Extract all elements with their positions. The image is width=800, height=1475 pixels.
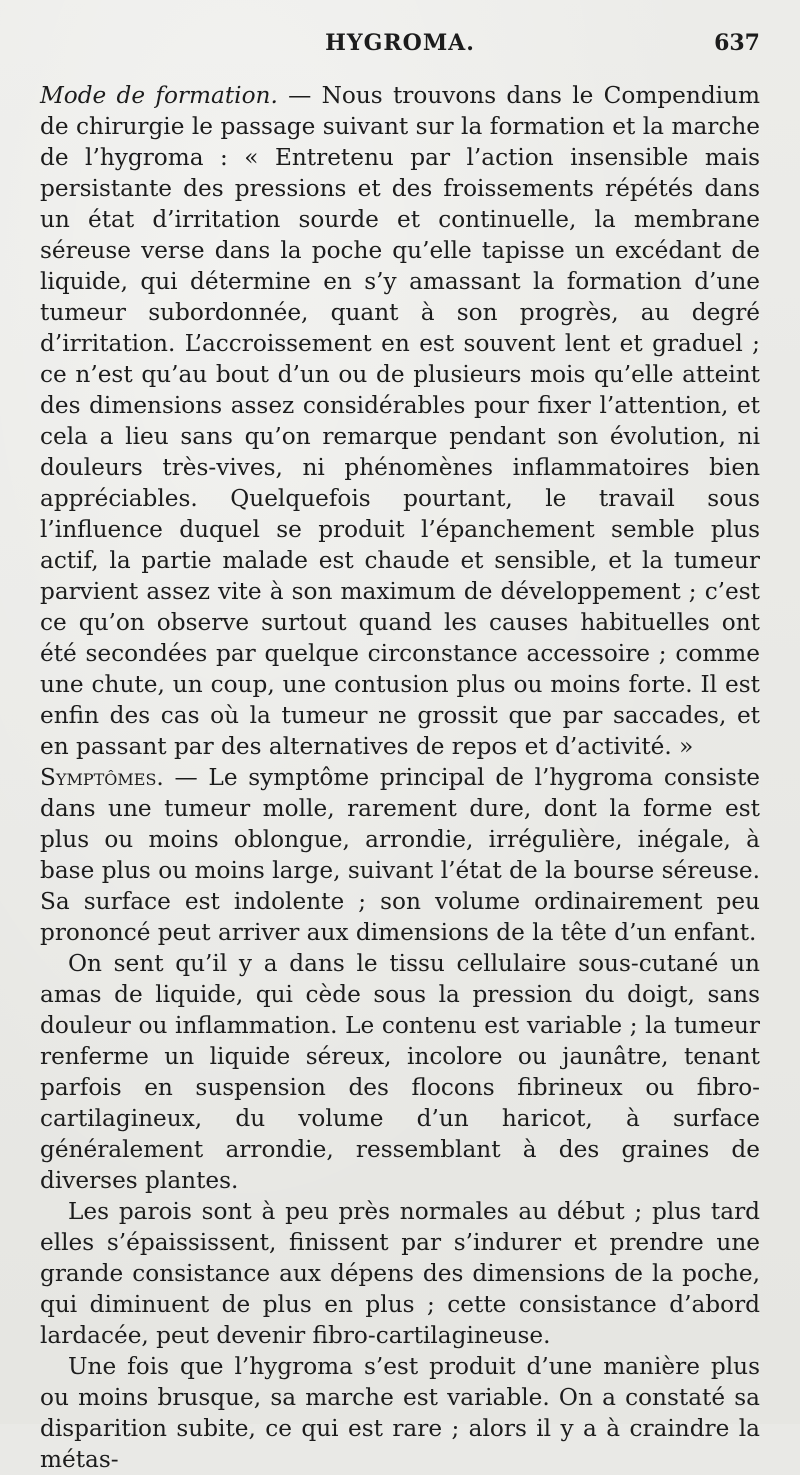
page-number: 637 [714, 30, 760, 56]
paragraph-marche: Une fois que l’hygroma s’est produit d’une manière plus ou moins brusque, sa marche est variable. On a constaté sa disparition subite, ce qui est rare ; alors il y a à craindre la métas- [40, 1353, 760, 1473]
page-header [40, 30, 760, 70]
paragraph-mode-de-formation [40, 80, 760, 762]
section-label-mode-de-formation: Mode de formation. [40, 82, 278, 109]
paragraph-parois: Les parois sont à peu près normales au début ; plus tard elles s’épaississent, finissent par s’indurer et prendre une grande consistance aux dépens des dimensions de la poche, qui diminuent de plus en plus ; cette consistance d’abord lardacée, peut devenir fibro-cartilagineuse. [40, 1198, 760, 1349]
section-label-symptomes: Symptômes. [40, 764, 164, 791]
paragraph-symptomes [40, 762, 760, 948]
paragraph-text: — Nous trouvons dans le Compendium de chirurgie le passage suivant sur la formation et la marche de l’hygroma : « Entretenu par l’action insensible mais persistante des pressions et des froissements répétés dans un état d’irritation sourde et continuelle, la membrane séreuse verse dans la poche qu’elle tapisse un excédant de liquide, qui détermine en s’y amassant la formation d’une tumeur subordonnée, quant à son progrès, au degré d’irritation. L’accroissement en est souvent lent et graduel ; ce n’est qu’au bout d’un ou de plusieurs mois qu’elle atteint des dimensions assez considérables pour fixer l’attention, et cela a lieu sans qu’on remarque pendant son évolution, ni douleurs très-vives, ni phénomènes inflammatoires bien appréciables. Quelquefois pourtant, le travail sous l’influence duquel se produit l’épanchement semble plus actif, la partie malade est chaude et sensible, et la tumeur parvient assez vite à son maximum de développement ; c’est ce qu’on observe surtout quand les causes habituelles ont été secondées par quelque circonstance accessoire ; comme une chute, un coup, une contusion plus ou moins forte. Il est enfin des cas où la tumeur ne grossit que par saccades, et en passant par des alternatives de repos et d’activité. » [40, 82, 760, 760]
paragraph-text: — Le symptôme principal de l’hygroma consiste dans une tumeur molle, rarement dure, dont la forme est plus ou moins oblongue, arrondie, irrégulière, inégale, à base plus ou moins large, suivant l’état de la bourse séreuse. Sa surface est indolente ; son volume ordinairement peu prononcé peut arriver aux dimensions de la tête d’un enfant. [40, 764, 760, 946]
page-body [40, 80, 760, 1475]
paragraph-contenu: On sent qu’il y a dans le tissu cellulaire sous-cutané un amas de liquide, qui cède sous la pression du doigt, sans douleur ou inflammation. Le contenu est variable ; la tumeur renferme un liquide séreux, incolore ou jaunâtre, tenant parfois en suspension des flocons fibrineux ou fibro-cartilagineux, du volume d’un haricot, à surface généralement arrondie, ressemblant à des graines de diverses plantes. [40, 950, 760, 1194]
running-title: HYGROMA. [325, 30, 475, 56]
